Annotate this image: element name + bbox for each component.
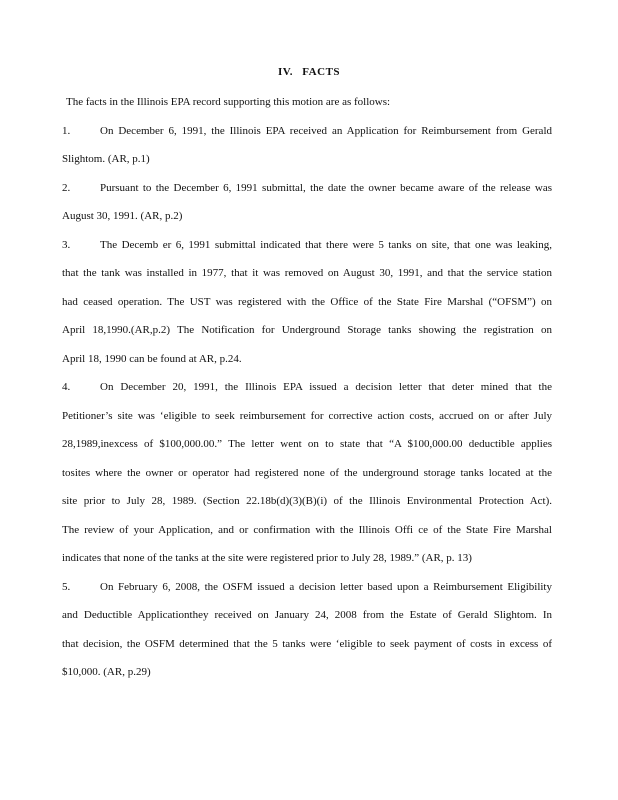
paragraph-4-line-4: tosites where the owner or operator had registered none of the underground storage tanks located at the bbox=[62, 467, 552, 479]
paragraph-number: 1. bbox=[62, 125, 71, 137]
paragraph-1-line-1 bbox=[62, 123, 552, 139]
paragraph-text: On December 6, 1991, the Illinois EPA received an Application for Reimbursement from Gerald bbox=[100, 125, 552, 137]
paragraph-2-line-1 bbox=[62, 180, 552, 196]
paragraph-2-line-2: August 30, 1991. (AR, p.2) bbox=[62, 210, 183, 222]
paragraph-4-line-5: site prior to July 28, 1989. (Section 22.18b(d)(3)(B)(i) of the Illinois Environmental Protection Act). bbox=[62, 495, 552, 507]
paragraph-number: 4. bbox=[62, 381, 71, 393]
paragraph-5-line-4: $10,000. (AR, p.29) bbox=[62, 666, 151, 678]
paragraph-text: The Decemb er 6, 1991 submittal indicated that there were 5 tanks on site, that one was leaking, bbox=[100, 239, 552, 251]
paragraph-number: 2. bbox=[62, 182, 71, 194]
paragraph-3-line-2: that the tank was installed in 1977, that it was removed on August 30, 1991, and that the service station bbox=[62, 267, 552, 279]
paragraph-text: Pursuant to the December 6, 1991 submittal, the date the owner became aware of the release was bbox=[100, 182, 552, 194]
paragraph-1-line-2: Slightom. (AR, p.1) bbox=[62, 153, 150, 165]
paragraph-4-line-6: The review of your Application, and or confirmation with the Illinois Offi ce of the State Fire Marshal bbox=[62, 524, 552, 536]
paragraph-3-line-5: April 18, 1990 can be found at AR, p.24. bbox=[62, 353, 242, 365]
paragraph-3-line-1 bbox=[62, 237, 552, 253]
paragraph-4-line-2: Petitioner’s site was ‘eligible to seek reimbursement for corrective action costs, accrued on or after July bbox=[62, 410, 552, 422]
paragraph-3-line-3: had ceased operation. The UST was registered with the Office of the State Fire Marshal (“OFSM”) on bbox=[62, 296, 552, 308]
paragraph-text: On December 20, 1991, the Illinois EPA issued a decision letter that deter mined that the bbox=[100, 381, 552, 393]
paragraph-number: 5. bbox=[62, 581, 71, 593]
paragraph-number: 3. bbox=[62, 239, 71, 251]
paragraph-text: On February 6, 2008, the OSFM issued a decision letter based upon a Reimbursement Eligibility bbox=[100, 581, 552, 593]
paragraph-4-line-1 bbox=[62, 379, 552, 395]
intro-line: The facts in the Illinois EPA record supporting this motion are as follows: bbox=[66, 96, 391, 108]
paragraph-5-line-1 bbox=[62, 579, 552, 595]
paragraph-3-line-4: April 18,1990.(AR,p.2) The Notification for Underground Storage tanks showing the registration on bbox=[62, 324, 552, 336]
paragraph-5-line-2: and Deductible Applicationthey received on January 24, 2008 from the Estate of Gerald Slightom. In bbox=[62, 609, 552, 621]
paragraph-5-line-3: that decision, the OSFM determined that the 5 tanks were ‘eligible to seek payment of costs in excess of bbox=[62, 638, 552, 650]
paragraph-4-line-7: indicates that none of the tanks at the site were registered prior to July 28, 1989.” (AR, p. 13) bbox=[62, 552, 472, 564]
section-heading: IV. FACTS bbox=[277, 66, 341, 78]
paragraph-4-line-3: 28,1989,inexcess of $100,000.00.” The letter went on to state that “A $100,000.00 deductible applies bbox=[62, 438, 552, 450]
